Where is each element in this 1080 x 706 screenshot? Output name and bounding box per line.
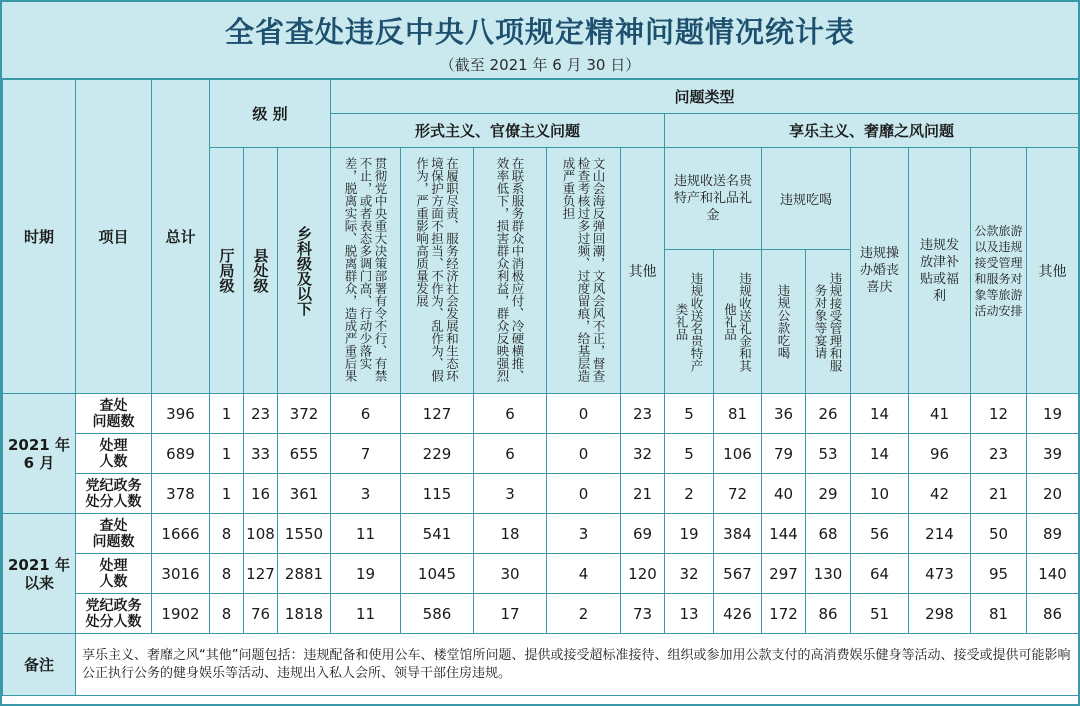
- cell: 115: [401, 474, 474, 514]
- cell: 10: [851, 474, 909, 514]
- header-item: 项目: [76, 80, 152, 394]
- cell: 81: [714, 394, 762, 434]
- page-subtitle: （截至 2021 年 6 月 30 日）: [439, 56, 641, 74]
- header-total: 总计: [152, 80, 210, 394]
- header-formalism-4: 文山会海反弹回潮，文风会风不正，督查检查考核过多过频、过度留痕，给基层造成严重负担: [547, 148, 621, 394]
- cell: 127: [244, 554, 278, 594]
- cell: 144: [762, 514, 806, 554]
- row-label: 查处 问题数: [76, 394, 152, 434]
- cell: 2: [665, 474, 714, 514]
- cell: 1045: [401, 554, 474, 594]
- cell: 73: [621, 594, 665, 634]
- cell: 95: [971, 554, 1027, 594]
- header-level: 级 别: [210, 80, 331, 148]
- cell: 106: [714, 434, 762, 474]
- header-gift-cash: 违规收送礼金和其他礼品: [714, 250, 762, 394]
- period-label: 2021 年 6 月: [3, 394, 76, 514]
- header-period: 时期: [3, 80, 76, 394]
- cell: 33: [244, 434, 278, 474]
- cell: 23: [971, 434, 1027, 474]
- cell: 0: [547, 474, 621, 514]
- cell: 298: [909, 594, 971, 634]
- cell: 42: [909, 474, 971, 514]
- cell: 229: [401, 434, 474, 474]
- cell: 1: [210, 434, 244, 474]
- header-hedonism-group: 享乐主义、奢靡之风问题: [665, 114, 1079, 148]
- cell: 96: [909, 434, 971, 474]
- row-label: 处理 人数: [76, 554, 152, 594]
- cell: 7: [331, 434, 401, 474]
- cell: 567: [714, 554, 762, 594]
- cell: 127: [401, 394, 474, 434]
- cell: 14: [851, 434, 909, 474]
- header-formalism-3: 在联系服务群众中消极应付、冷硬横推、效率低下，损害群众利益，群众反映强烈: [474, 148, 547, 394]
- cell: 586: [401, 594, 474, 634]
- cell: 214: [909, 514, 971, 554]
- cell: 32: [621, 434, 665, 474]
- cell: 3: [331, 474, 401, 514]
- cell: 11: [331, 594, 401, 634]
- cell: 8: [210, 554, 244, 594]
- cell: 53: [806, 434, 851, 474]
- header-dining-banquet: 违规接受管理和服务对象等宴请: [806, 250, 851, 394]
- header-formalism-other: 其他: [621, 148, 665, 394]
- cell: 1: [210, 394, 244, 434]
- cell: 120: [621, 554, 665, 594]
- cell: 689: [152, 434, 210, 474]
- cell: 29: [806, 474, 851, 514]
- cell: 361: [278, 474, 331, 514]
- cell: 89: [1027, 514, 1079, 554]
- cell: 51: [851, 594, 909, 634]
- cell: 23: [244, 394, 278, 434]
- note-label: 备注: [3, 634, 76, 696]
- cell: 6: [331, 394, 401, 434]
- header-formalism-group: 形式主义、官僚主义问题: [331, 114, 665, 148]
- header-gift-group: 违规收送名贵特产和礼品礼金: [665, 148, 762, 250]
- cell: 68: [806, 514, 851, 554]
- cell: 79: [762, 434, 806, 474]
- cell: 19: [331, 554, 401, 594]
- cell: 384: [714, 514, 762, 554]
- cell: 396: [152, 394, 210, 434]
- cell: 108: [244, 514, 278, 554]
- cell: 372: [278, 394, 331, 434]
- cell: 41: [909, 394, 971, 434]
- header-level-xian: 县处级: [244, 148, 278, 394]
- cell: 13: [665, 594, 714, 634]
- cell: 2881: [278, 554, 331, 594]
- header-hedonism-allowance: 违规发放津补贴或福利: [909, 148, 971, 394]
- cell: 1666: [152, 514, 210, 554]
- cell: 378: [152, 474, 210, 514]
- statistics-table: [2, 79, 1079, 696]
- header-gift-specialty: 违规收送名贵特产类礼品: [665, 250, 714, 394]
- cell: 39: [1027, 434, 1079, 474]
- header-hedonism-travel: 公款旅游以及违规接受管理和服务对象等旅游活动安排: [971, 148, 1027, 394]
- cell: 1: [210, 474, 244, 514]
- cell: 16: [244, 474, 278, 514]
- cell: 19: [665, 514, 714, 554]
- header-dining-group: 违规吃喝: [762, 148, 851, 250]
- cell: 23: [621, 394, 665, 434]
- cell: 50: [971, 514, 1027, 554]
- cell: 30: [474, 554, 547, 594]
- cell: 3: [474, 474, 547, 514]
- cell: 81: [971, 594, 1027, 634]
- cell: 1818: [278, 594, 331, 634]
- cell: 0: [547, 434, 621, 474]
- cell: 1550: [278, 514, 331, 554]
- cell: 6: [474, 434, 547, 474]
- cell: 473: [909, 554, 971, 594]
- cell: 140: [1027, 554, 1079, 594]
- cell: 69: [621, 514, 665, 554]
- header-formalism-2: 在履职尽责、服务经济社会发展和生态环境保护方面不担当、不作为、乱作为、假作为，严重影响高质量发展: [401, 148, 474, 394]
- title-band: [2, 2, 1078, 79]
- cell: 3: [547, 514, 621, 554]
- header-level-ting: 厅局级: [210, 148, 244, 394]
- cell: 8: [210, 514, 244, 554]
- row-label: 处理 人数: [76, 434, 152, 474]
- cell: 17: [474, 594, 547, 634]
- cell: 86: [806, 594, 851, 634]
- cell: 4: [547, 554, 621, 594]
- cell: 5: [665, 394, 714, 434]
- cell: 0: [547, 394, 621, 434]
- cell: 72: [714, 474, 762, 514]
- cell: 18: [474, 514, 547, 554]
- row-label: 查处 问题数: [76, 514, 152, 554]
- cell: 5: [665, 434, 714, 474]
- cell: 655: [278, 434, 331, 474]
- period-label: 2021 年 以来: [3, 514, 76, 634]
- cell: 130: [806, 554, 851, 594]
- header-hedonism-wedding: 违规操办婚丧喜庆: [851, 148, 909, 394]
- header-hedonism-other: 其他: [1027, 148, 1079, 394]
- cell: 56: [851, 514, 909, 554]
- cell: 64: [851, 554, 909, 594]
- header-level-xiang: 乡科级及以下: [278, 148, 331, 394]
- row-label: 党纪政务 处分人数: [76, 594, 152, 634]
- note-text: 享乐主义、奢靡之风“其他”问题包括：违规配备和使用公车、楼堂馆所问题、提供或接受超标准接待、组织或参加用公款支付的高消费娱乐健身等活动、接受或提供可能影响公正执行公务的健身娱乐等活动、违规出入私人会所、领导干部住房违规。: [76, 634, 1079, 696]
- cell: 21: [971, 474, 1027, 514]
- header-formalism-1: 贯彻党中央重大决策部署有令不行、有禁不止，或者表态多调门高、行动少落实差，脱离实际、脱离群众，造成严重后果: [331, 148, 401, 394]
- row-label: 党纪政务 处分人数: [76, 474, 152, 514]
- cell: 3016: [152, 554, 210, 594]
- cell: 86: [1027, 594, 1079, 634]
- cell: 32: [665, 554, 714, 594]
- cell: 26: [806, 394, 851, 434]
- header-problem-type: 问题类型: [331, 80, 1079, 114]
- cell: 297: [762, 554, 806, 594]
- cell: 20: [1027, 474, 1079, 514]
- cell: 1902: [152, 594, 210, 634]
- cell: 426: [714, 594, 762, 634]
- cell: 172: [762, 594, 806, 634]
- cell: 12: [971, 394, 1027, 434]
- cell: 76: [244, 594, 278, 634]
- cell: 11: [331, 514, 401, 554]
- page-title: 全省查处违反中央八项规定精神问题情况统计表: [224, 15, 855, 49]
- header-dining-public: 违规公款吃喝: [762, 250, 806, 394]
- cell: 2: [547, 594, 621, 634]
- cell: 541: [401, 514, 474, 554]
- cell: 8: [210, 594, 244, 634]
- cell: 6: [474, 394, 547, 434]
- cell: 21: [621, 474, 665, 514]
- cell: 14: [851, 394, 909, 434]
- cell: 36: [762, 394, 806, 434]
- cell: 40: [762, 474, 806, 514]
- cell: 19: [1027, 394, 1079, 434]
